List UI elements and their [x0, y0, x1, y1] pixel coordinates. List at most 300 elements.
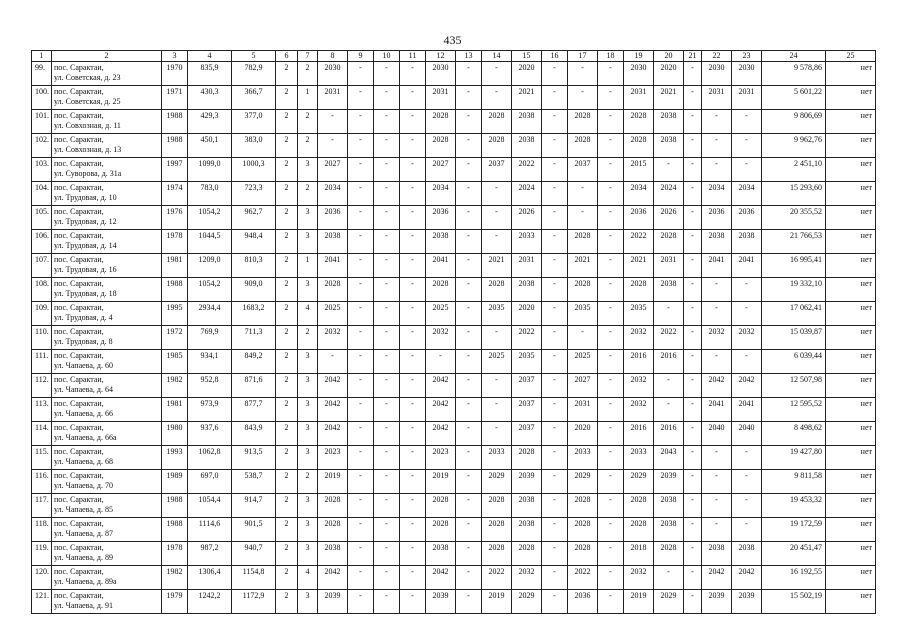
row-number-cell: 111.	[32, 350, 52, 374]
table-cell: 901,5	[232, 518, 276, 542]
status-cell: нет	[826, 470, 876, 494]
table-cell: 1970	[162, 62, 188, 86]
row-number-cell: 121.	[32, 590, 52, 614]
table-cell: 2036	[426, 206, 456, 230]
cost-cell: 19 172,59	[762, 518, 826, 542]
table-cell: -	[374, 134, 400, 158]
table-cell: 2025	[482, 350, 512, 374]
table-cell: -	[400, 326, 426, 350]
table-cell: 1683,2	[232, 302, 276, 326]
table-cell: 2029	[568, 470, 598, 494]
table-cell: 2020	[512, 302, 542, 326]
table-cell: 2	[276, 470, 298, 494]
row-number-cell: 104.	[32, 182, 52, 206]
table-cell: -	[348, 110, 374, 134]
table-cell: 877,7	[232, 398, 276, 422]
table-cell: -	[348, 518, 374, 542]
table-cell: -	[400, 206, 426, 230]
table-cell: 450,1	[188, 134, 232, 158]
table-cell: 2042	[318, 422, 348, 446]
table-row	[32, 278, 876, 302]
status-cell: нет	[826, 86, 876, 110]
table-cell: 2040	[732, 422, 762, 446]
table-cell: 4	[298, 302, 318, 326]
table-cell: -	[456, 518, 482, 542]
table-cell: 2	[276, 566, 298, 590]
status-cell: нет	[826, 230, 876, 254]
address-cell: пос. Сарактаи, ул. Трудовая, д. 18	[52, 278, 162, 302]
row-number-cell: 112.	[32, 374, 52, 398]
table-cell: 2028	[624, 110, 654, 134]
table-cell: -	[456, 86, 482, 110]
column-number-cell: 8	[318, 51, 348, 62]
column-number-cell: 21	[684, 51, 702, 62]
column-number-cell: 6	[276, 51, 298, 62]
table-cell: -	[542, 518, 568, 542]
table-row	[32, 542, 876, 566]
table-cell: 2019	[624, 590, 654, 614]
row-number-cell: 106.	[32, 230, 52, 254]
table-cell: 843,9	[232, 422, 276, 446]
table-cell: 2038	[426, 230, 456, 254]
table-cell: 2	[276, 326, 298, 350]
table-cell: -	[684, 86, 702, 110]
table-cell: -	[542, 206, 568, 230]
table-cell: -	[684, 374, 702, 398]
table-cell: -	[318, 134, 348, 158]
table-cell: 1982	[162, 566, 188, 590]
table-cell: -	[542, 182, 568, 206]
table-cell: -	[400, 494, 426, 518]
table-cell: -	[732, 158, 762, 182]
table-cell: -	[598, 110, 624, 134]
table-cell: 2035	[512, 350, 542, 374]
table-cell: -	[542, 86, 568, 110]
table-cell: -	[374, 326, 400, 350]
table-cell: 973,9	[188, 398, 232, 422]
table-cell: 2031	[654, 254, 684, 278]
table-cell: 2028	[568, 278, 598, 302]
table-cell: 2028	[568, 542, 598, 566]
table-cell: 2028	[568, 518, 598, 542]
table-cell: -	[318, 110, 348, 134]
table-cell: -	[598, 590, 624, 614]
status-cell: нет	[826, 302, 876, 326]
table-cell: 1993	[162, 446, 188, 470]
table-cell: -	[456, 134, 482, 158]
table-cell: -	[456, 326, 482, 350]
table-cell: -	[598, 230, 624, 254]
address-cell: пос. Сарактаи, ул. Трудовая, д. 10	[52, 182, 162, 206]
table-cell: 2036	[318, 206, 348, 230]
table-cell: 2037	[512, 398, 542, 422]
table-cell: 914,7	[232, 494, 276, 518]
table-cell: 2028	[624, 134, 654, 158]
status-cell: нет	[826, 254, 876, 278]
address-cell: пос. Сарактаи, ул. Суворова, д. 31а	[52, 158, 162, 182]
table-cell: 2021	[568, 254, 598, 278]
cost-cell: 9 578,86	[762, 62, 826, 86]
table-cell: 2031	[512, 254, 542, 278]
address-cell: пос. Сарактаи, ул. Чапаева, д. 60	[52, 350, 162, 374]
table-cell: -	[598, 398, 624, 422]
table-cell: 2042	[732, 566, 762, 590]
table-cell: -	[374, 374, 400, 398]
table-cell: 430,3	[188, 86, 232, 110]
table-cell: -	[374, 494, 400, 518]
table-cell: 2032	[512, 566, 542, 590]
status-cell: нет	[826, 374, 876, 398]
table-cell: -	[374, 254, 400, 278]
row-number-cell: 101.	[32, 110, 52, 134]
table-cell: -	[598, 182, 624, 206]
table-cell: 2038	[512, 110, 542, 134]
table-cell: 2027	[426, 158, 456, 182]
table-cell: 2038	[512, 494, 542, 518]
table-cell: -	[598, 302, 624, 326]
table-cell: -	[684, 422, 702, 446]
table-cell: 2036	[702, 206, 732, 230]
cost-cell: 19 453,32	[762, 494, 826, 518]
table-cell: 1988	[162, 134, 188, 158]
table-cell: 1099,0	[188, 158, 232, 182]
table-cell: 2028	[426, 494, 456, 518]
table-cell: 2	[276, 110, 298, 134]
table-cell: -	[348, 494, 374, 518]
table-cell: -	[456, 302, 482, 326]
table-cell: 2022	[568, 566, 598, 590]
table-cell: 3	[298, 518, 318, 542]
table-cell: 783,0	[188, 182, 232, 206]
row-number-cell: 117.	[32, 494, 52, 518]
table-cell: 2028	[512, 446, 542, 470]
table-cell: 2041	[732, 398, 762, 422]
table-cell: 2019	[482, 590, 512, 614]
table-cell: 2028	[426, 278, 456, 302]
table-cell: -	[568, 182, 598, 206]
table-cell: 2036	[624, 206, 654, 230]
table-cell: -	[732, 470, 762, 494]
address-cell: пос. Сарактаи, ул. Чапаева, д. 85	[52, 494, 162, 518]
table-cell: 4	[298, 566, 318, 590]
status-cell: нет	[826, 518, 876, 542]
table-cell: -	[374, 86, 400, 110]
table-cell: -	[684, 566, 702, 590]
table-cell: 2024	[654, 182, 684, 206]
table-cell: -	[374, 62, 400, 86]
table-cell: 1306,4	[188, 566, 232, 590]
table-cell: 2028	[482, 494, 512, 518]
table-cell: 1976	[162, 206, 188, 230]
table-cell: -	[348, 542, 374, 566]
table-cell: 2042	[426, 566, 456, 590]
table-cell: 2030	[732, 62, 762, 86]
status-cell: нет	[826, 62, 876, 86]
table-cell: 2035	[568, 302, 598, 326]
cost-cell: 16 995,41	[762, 254, 826, 278]
table-cell: -	[654, 566, 684, 590]
column-number-cell: 18	[598, 51, 624, 62]
table-cell: 2032	[624, 326, 654, 350]
table-cell: -	[348, 326, 374, 350]
column-number-cell: 14	[482, 51, 512, 62]
table-cell: 2021	[624, 254, 654, 278]
table-cell: 2036	[732, 206, 762, 230]
table-cell: 2	[276, 206, 298, 230]
table-cell: 1044,5	[188, 230, 232, 254]
table-cell: -	[348, 566, 374, 590]
table-cell: -	[348, 302, 374, 326]
table-cell: 2	[276, 278, 298, 302]
table-row	[32, 374, 876, 398]
table-cell: 1988	[162, 518, 188, 542]
table-cell: -	[598, 254, 624, 278]
address-cell: пос. Сарактаи, ул. Чапаева, д. 89а	[52, 566, 162, 590]
table-cell: 849,2	[232, 350, 276, 374]
table-row	[32, 590, 876, 614]
table-cell: 1062,8	[188, 446, 232, 470]
table-cell: 1988	[162, 110, 188, 134]
table-cell: -	[348, 182, 374, 206]
table-cell: 2041	[702, 398, 732, 422]
table-cell: -	[542, 470, 568, 494]
table-cell: 2	[276, 182, 298, 206]
table-cell: 1054,2	[188, 206, 232, 230]
table-cell: -	[374, 230, 400, 254]
table-cell: 2	[276, 302, 298, 326]
table-cell: -	[684, 302, 702, 326]
table-cell: 2042	[318, 374, 348, 398]
table-cell: 948,4	[232, 230, 276, 254]
table-cell: -	[456, 590, 482, 614]
table-cell: -	[348, 422, 374, 446]
table-cell: 2038	[654, 134, 684, 158]
table-cell: 429,3	[188, 110, 232, 134]
table-cell: -	[348, 374, 374, 398]
table-cell: 1	[298, 254, 318, 278]
column-number-cell: 15	[512, 51, 542, 62]
table-cell: 377,0	[232, 110, 276, 134]
table-cell: -	[456, 62, 482, 86]
address-cell: пос. Сарактаи, ул. Чапаева, д. 87	[52, 518, 162, 542]
table-cell: 2	[276, 374, 298, 398]
table-cell: -	[654, 374, 684, 398]
table-cell: 987,2	[188, 542, 232, 566]
table-cell: 2028	[318, 278, 348, 302]
row-number-cell: 119.	[32, 542, 52, 566]
table-cell: 2026	[654, 206, 684, 230]
table-cell: 697,0	[188, 470, 232, 494]
table-cell: 2042	[732, 374, 762, 398]
table-cell: 2	[276, 446, 298, 470]
table-cell: -	[456, 494, 482, 518]
table-cell: 2	[276, 350, 298, 374]
table-cell: 3	[298, 542, 318, 566]
status-cell: нет	[826, 494, 876, 518]
table-cell: -	[598, 470, 624, 494]
table-cell: -	[400, 518, 426, 542]
table-row	[32, 302, 876, 326]
table-cell: 2042	[702, 566, 732, 590]
table-cell: -	[400, 446, 426, 470]
row-number-cell: 99.	[32, 62, 52, 86]
table-cell: 2022	[624, 230, 654, 254]
table-cell: -	[568, 86, 598, 110]
table-cell: 2041	[318, 254, 348, 278]
row-number-cell: 120.	[32, 566, 52, 590]
table-cell: 2038	[702, 542, 732, 566]
table-cell: 2030	[318, 62, 348, 86]
table-cell: -	[482, 62, 512, 86]
row-number-cell: 110.	[32, 326, 52, 350]
address-cell: пос. Сарактаи, ул. Чапаева, д. 91	[52, 590, 162, 614]
column-number-cell: 5	[232, 51, 276, 62]
column-number-cell: 11	[400, 51, 426, 62]
table-cell: -	[542, 398, 568, 422]
row-number-cell: 115.	[32, 446, 52, 470]
table-cell: 2040	[702, 422, 732, 446]
table-row	[32, 230, 876, 254]
table-cell: -	[456, 278, 482, 302]
table-cell: -	[568, 326, 598, 350]
table-cell: 2028	[482, 110, 512, 134]
table-cell: 2035	[624, 302, 654, 326]
table-cell: 2032	[732, 326, 762, 350]
table-cell: 3	[298, 350, 318, 374]
table-cell: 3	[298, 374, 318, 398]
table-cell: 2019	[318, 470, 348, 494]
table-cell: 2042	[318, 566, 348, 590]
table-cell: 2	[298, 134, 318, 158]
table-cell: -	[598, 542, 624, 566]
table-cell: -	[542, 62, 568, 86]
table-cell: 2042	[702, 374, 732, 398]
table-cell: 2034	[702, 182, 732, 206]
table-cell: 2028	[624, 494, 654, 518]
table-cell: -	[374, 182, 400, 206]
table-cell: -	[542, 110, 568, 134]
cost-cell: 9 962,76	[762, 134, 826, 158]
table-cell: -	[684, 590, 702, 614]
table-cell: -	[654, 302, 684, 326]
row-number-cell: 113.	[32, 398, 52, 422]
table-cell: -	[684, 326, 702, 350]
address-cell: пос. Сарактаи, ул. Трудовая, д. 12	[52, 206, 162, 230]
table-cell: -	[732, 494, 762, 518]
table-cell: -	[598, 494, 624, 518]
table-cell: -	[456, 470, 482, 494]
cost-cell: 9 811,58	[762, 470, 826, 494]
table-cell: 2038	[654, 278, 684, 302]
address-cell: пос. Сарактаи, ул. Трудовая, д. 4	[52, 302, 162, 326]
table-cell: -	[702, 302, 732, 326]
table-cell: 1997	[162, 158, 188, 182]
table-row	[32, 566, 876, 590]
status-cell: нет	[826, 446, 876, 470]
table-cell: 2029	[624, 470, 654, 494]
table-cell: 2038	[318, 542, 348, 566]
table-cell: 2032	[624, 566, 654, 590]
column-number-cell: 7	[298, 51, 318, 62]
row-number-cell: 103.	[32, 158, 52, 182]
table-cell: 2028	[512, 542, 542, 566]
table-cell: -	[456, 254, 482, 278]
address-cell: пос. Сарактаи, ул. Совхозная, д. 13	[52, 134, 162, 158]
table-cell: -	[654, 158, 684, 182]
table-cell: -	[348, 398, 374, 422]
table-cell: -	[400, 62, 426, 86]
table-cell: 2022	[654, 326, 684, 350]
table-cell: 2934,4	[188, 302, 232, 326]
column-number-cell: 23	[732, 51, 762, 62]
table-cell: -	[684, 62, 702, 86]
table-cell: -	[598, 566, 624, 590]
table-cell: -	[348, 446, 374, 470]
table-cell: 1989	[162, 470, 188, 494]
table-cell: -	[426, 350, 456, 374]
table-cell: -	[348, 230, 374, 254]
table-cell: 2032	[624, 374, 654, 398]
table-cell: 2038	[732, 542, 762, 566]
table-cell: 2023	[318, 446, 348, 470]
column-number-cell: 24	[762, 51, 826, 62]
table-cell: 769,9	[188, 326, 232, 350]
table-cell: 835,9	[188, 62, 232, 86]
table-cell: -	[400, 278, 426, 302]
table-cell: 2028	[624, 518, 654, 542]
table-row	[32, 446, 876, 470]
column-number-cell: 10	[374, 51, 400, 62]
table-cell: 940,7	[232, 542, 276, 566]
table-cell: -	[598, 134, 624, 158]
table-cell: 2	[276, 542, 298, 566]
table-cell: 2039	[512, 470, 542, 494]
table-cell: -	[702, 518, 732, 542]
cost-cell: 21 766,53	[762, 230, 826, 254]
table-cell: 2018	[624, 542, 654, 566]
table-cell: 2039	[426, 590, 456, 614]
table-cell: -	[542, 494, 568, 518]
column-number-cell: 19	[624, 51, 654, 62]
table-cell: 2026	[512, 206, 542, 230]
status-cell: нет	[826, 182, 876, 206]
table-cell: -	[542, 374, 568, 398]
table-cell: -	[456, 422, 482, 446]
table-cell: -	[542, 326, 568, 350]
table-cell: -	[400, 254, 426, 278]
table-cell: 2031	[732, 86, 762, 110]
table-cell: -	[542, 542, 568, 566]
cost-cell: 12 595,52	[762, 398, 826, 422]
table-cell: 2035	[482, 302, 512, 326]
table-cell: 1988	[162, 278, 188, 302]
table-cell: -	[684, 446, 702, 470]
table-cell: -	[482, 398, 512, 422]
table-cell: -	[542, 422, 568, 446]
table-cell: 2034	[318, 182, 348, 206]
table-cell: 2032	[318, 326, 348, 350]
table-cell: 2042	[426, 374, 456, 398]
cost-cell: 19 332,10	[762, 278, 826, 302]
table-cell: 2039	[732, 590, 762, 614]
table-cell: 366,7	[232, 86, 276, 110]
table-cell: 1054,2	[188, 278, 232, 302]
row-number-cell: 118.	[32, 518, 52, 542]
table-cell: -	[598, 350, 624, 374]
table-cell: 2027	[318, 158, 348, 182]
table-cell: 2016	[624, 422, 654, 446]
address-cell: пос. Сарактаи, ул. Трудовая, д. 16	[52, 254, 162, 278]
